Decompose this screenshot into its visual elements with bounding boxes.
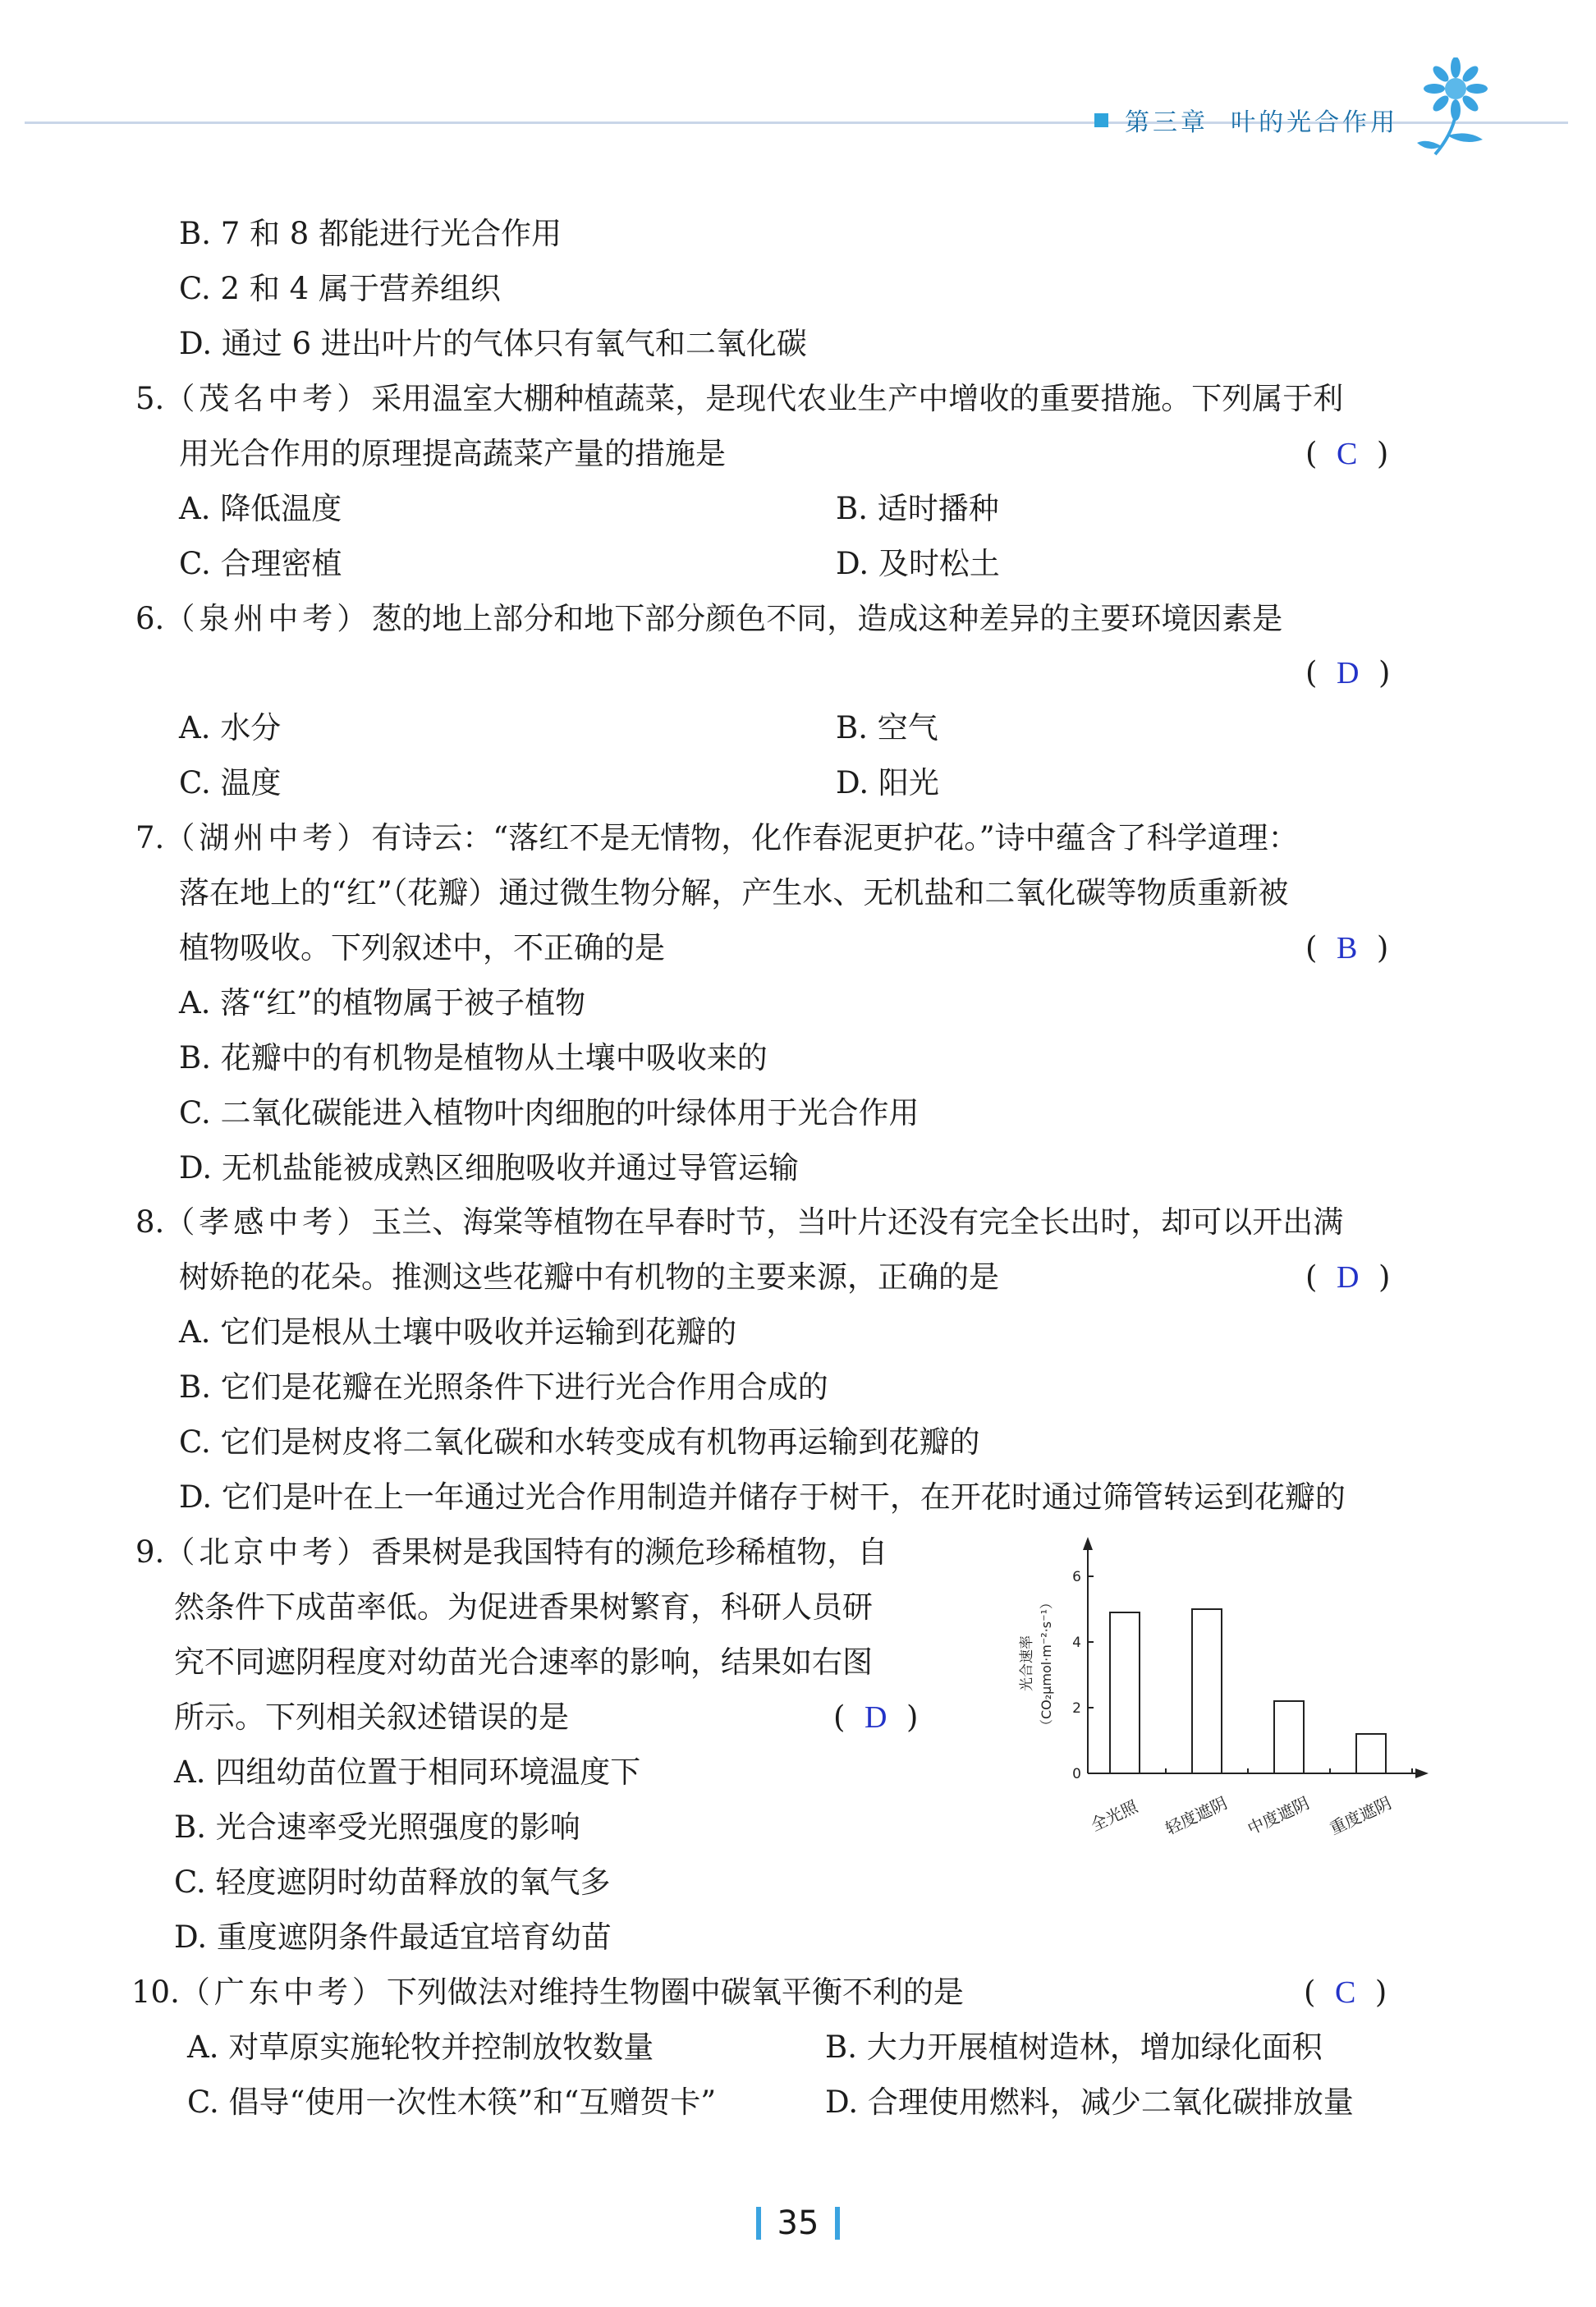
q8-stem: 玉兰、海棠等植物在早春时节，当叶片还没有完全长出时，却可以开出满 [371, 1204, 1344, 1240]
q6-source: （泉州中考） [164, 601, 372, 636]
q5-answer: C [1336, 437, 1358, 471]
q9-option-d: D. 重度遮阴条件最适宜培育幼苗 [174, 1919, 612, 1955]
q7-option-d: D. 无机盐能被成熟区细胞吸收并通过导管运输 [179, 1150, 799, 1186]
q8-number: 8. [135, 1204, 165, 1240]
q6-answer-bracket: ( D ) [1305, 655, 1391, 690]
bar-2 [1192, 1609, 1222, 1773]
header-square-icon [1094, 113, 1108, 127]
q7-number: 7. [135, 820, 165, 855]
q9-answer-bracket: ( D ) [833, 1699, 919, 1735]
q6-option-d: D. 阳光 [836, 765, 939, 800]
q4-option-c: C. 2 和 4 属于营养组织 [179, 271, 501, 306]
page-number [0, 2203, 1596, 2242]
q10-source: （广东中考） [179, 1974, 387, 2010]
q7-stem: 有诗云：“落红不是无情物，化作春泥更护花。”诗中蕴含了科学道理： [371, 820, 1299, 855]
y-tick-label: 6 [1072, 1569, 1081, 1585]
q8-source: （孝感中考） [164, 1204, 372, 1240]
q5-option-d: D. 及时松土 [836, 546, 1000, 581]
x-axis-arrow [1415, 1768, 1429, 1778]
category-label: 全光照 [1087, 1796, 1141, 1836]
page-bar-right [835, 2207, 840, 2240]
q7-option-a: A. 落“红”的植物属于被子植物 [179, 985, 586, 1020]
q8-answer-bracket: ( D ) [1305, 1259, 1391, 1295]
photosynthesis-rate-chart [1018, 1527, 1445, 1839]
page-number-value: 35 [777, 2204, 819, 2242]
bar-4 [1356, 1734, 1386, 1773]
q6-stem-line1 [135, 603, 1282, 634]
y-axis-arrow [1083, 1537, 1093, 1550]
flower-icon [1410, 57, 1501, 164]
q9-answer: D [864, 1700, 887, 1735]
bar-1 [1110, 1612, 1140, 1773]
q6-stem: 葱的地上部分和地下部分颜色不同，造成这种差异的主要环境因素是 [371, 601, 1283, 636]
q9-option-c: C. 轻度遮阴时幼苗释放的氧气多 [174, 1864, 611, 1900]
q9-stem-line2: 然条件下成苗率低。为促进香果树繁育，科研人员研 [174, 1589, 873, 1625]
page-bar-left [756, 2207, 761, 2240]
q4-option-b: B. 7 和 8 都能进行光合作用 [179, 216, 562, 251]
q7-stem-line1 [135, 820, 1299, 855]
q5-answer-bracket: ( C ) [1305, 436, 1389, 471]
q7-stem-line3: 植物吸收。下列叙述中，不正确的是 [179, 930, 665, 965]
q7-option-c: C. 二氧化碳能进入植物叶肉细胞的叶绿体用于光合作用 [179, 1095, 920, 1131]
q5-option-c: C. 合理密植 [179, 546, 342, 581]
q5-number: 5. [135, 381, 165, 416]
q9-option-a: A. 四组幼苗位置于相同环境温度下 [174, 1754, 641, 1790]
q10-answer-bracket: ( C ) [1304, 1974, 1387, 2010]
q7-source: （湖州中考） [164, 820, 372, 855]
q6-number: 6. [135, 601, 165, 636]
q10-option-c: C. 倡导“使用一次性木筷”和“互赠贺卡” [187, 2085, 717, 2120]
q9-source: （北京中考） [164, 1534, 372, 1570]
q10-number: 10. [131, 1974, 180, 2010]
q8-option-d: D. 它们是叶在上一年通过光合作用制造并储存于树干，在开花时通过筛管转运到花瓣的 [179, 1479, 1346, 1515]
category-label: 轻度遮阴 [1162, 1792, 1231, 1839]
q9-stem-line3: 究不同遮阴程度对幼苗光合速率的影响，结果如右图 [174, 1644, 873, 1680]
y-axis-label: 光合速率 [1019, 1635, 1035, 1691]
y-axis-unit: （CO₂μmol·m⁻²·s⁻¹） [1039, 1596, 1054, 1732]
q10-option-a: A. 对草原实施轮牧并控制放牧数量 [187, 2030, 654, 2065]
q5-stem: 采用温室大棚种植蔬菜，是现代农业生产中增收的重要措施。下列属于利 [371, 381, 1344, 416]
q10-option-d: D. 合理使用燃料，减少二氧化碳排放量 [825, 2085, 1354, 2120]
q9-option-b: B. 光合速率受光照强度的影响 [174, 1809, 580, 1845]
q5-source: （茂名中考） [164, 381, 372, 416]
q7-stem-line2: 落在地上的“红”（花瓣）通过微生物分解，产生水、无机盐和二氧化碳等物质重新被 [179, 875, 1289, 910]
q8-option-c: C. 它们是树皮将二氧化碳和水转变成有机物再运输到花瓣的 [179, 1424, 980, 1460]
chapter-title: 叶的光合作用 [1231, 108, 1399, 137]
q10-stem-line1 [131, 1974, 964, 2010]
q6-option-b: B. 空气 [836, 710, 938, 745]
q5-stem-line2: 用光合作用的原理提高蔬菜产量的措施是 [179, 436, 726, 471]
q6-option-c: C. 温度 [179, 765, 282, 800]
q9-stem: 香果树是我国特有的濒危珍稀植物，自 [371, 1534, 888, 1570]
bar-3 [1274, 1701, 1304, 1773]
q8-option-b: B. 它们是花瓣在光照条件下进行光合作用合成的 [179, 1369, 828, 1405]
q7-answer: B [1336, 931, 1358, 965]
chapter-header [1125, 102, 1398, 138]
q5-option-b: B. 适时播种 [836, 491, 999, 526]
q9-stem-line4: 所示。下列相关叙述错误的是 [174, 1699, 569, 1735]
y-tick-label: 0 [1072, 1766, 1081, 1782]
q10-stem: 下列做法对维持生物圈中碳氧平衡不利的是 [386, 1974, 964, 2010]
q6-option-a: A. 水分 [179, 710, 282, 745]
q9-stem-line1 [135, 1534, 888, 1570]
category-label: 中度遮阴 [1244, 1792, 1313, 1839]
category-label: 重度遮阴 [1326, 1792, 1395, 1839]
q7-answer-bracket: ( B ) [1305, 930, 1389, 965]
q8-stem-line2: 树娇艳的花朵。推测这些花瓣中有机物的主要来源，正确的是 [179, 1259, 999, 1295]
q10-answer: C [1334, 1975, 1356, 2010]
y-tick-label: 4 [1072, 1635, 1081, 1651]
q7-option-b: B. 花瓣中的有机物是植物从土壤中吸收来的 [179, 1040, 768, 1076]
y-tick-label: 2 [1072, 1700, 1081, 1717]
q5-stem-line1 [135, 383, 1343, 414]
q9-number: 9. [135, 1534, 165, 1570]
q10-option-b: B. 大力开展植树造林，增加绿化面积 [825, 2030, 1323, 2065]
q8-option-a: A. 它们是根从土壤中吸收并运输到花瓣的 [179, 1314, 737, 1350]
q8-stem-line1 [135, 1204, 1344, 1240]
chapter-label: 第三章 [1125, 108, 1208, 137]
q5-option-a: A. 降低温度 [179, 491, 342, 526]
q4-option-d: D. 通过 6 进出叶片的气体只有氧气和二氧化碳 [179, 326, 807, 361]
q6-answer: D [1336, 656, 1360, 690]
q8-answer: D [1336, 1260, 1360, 1295]
